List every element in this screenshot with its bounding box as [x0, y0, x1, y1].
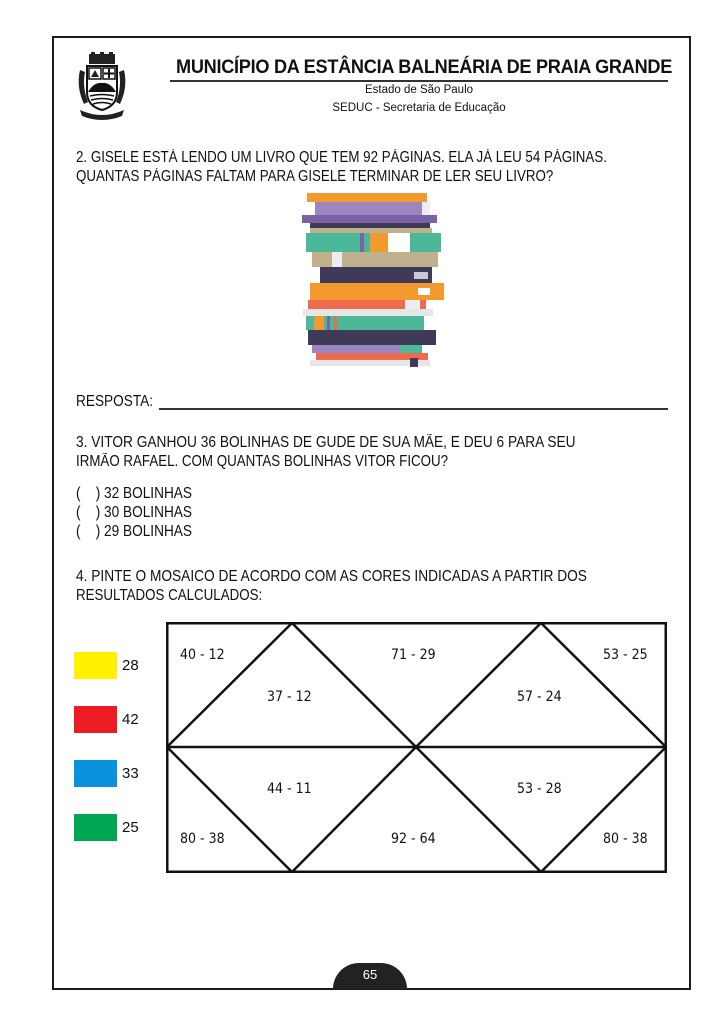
option-label: 32 BOLINHAS	[104, 485, 192, 502]
book-stack-icon	[300, 190, 445, 370]
legend-swatch-red	[74, 706, 117, 733]
option-checkbox[interactable]: ( )	[76, 523, 101, 540]
coat-of-arms-icon	[74, 52, 130, 122]
question-4-text-line-1: 4. PINTE O MOSAICO DE ACORDO COM AS CORES INDICADAS A PARTIR DOS	[76, 568, 587, 585]
option-checkbox[interactable]: ( )	[76, 485, 101, 502]
option-30[interactable]	[76, 503, 192, 522]
answer-line[interactable]	[159, 408, 668, 410]
header-department: SEDUC - Secretaria de Educação	[332, 102, 506, 114]
tile-top-left-corner[interactable]: 40 - 12	[180, 647, 225, 663]
mosaic-grid[interactable]	[166, 622, 667, 873]
legend-swatch-yellow	[74, 652, 117, 679]
tile-bottom-right-corner[interactable]: 80 - 38	[603, 831, 648, 847]
legend-value-red: 42	[122, 711, 139, 728]
option-29[interactable]	[76, 522, 192, 541]
question-3-text-line-2: IRMÃO RAFAEL. COM QUANTAS BOLINHAS VITOR FICOU?	[76, 453, 449, 470]
legend-value-yellow: 28	[122, 657, 139, 674]
header-title: MUNICÍPIO DA ESTÂNCIA BALNEÁRIA DE PRAIA GRANDE	[176, 56, 673, 78]
legend-value-blue: 33	[122, 765, 139, 782]
tile-bottom-left-corner[interactable]: 80 - 38	[180, 831, 225, 847]
option-label: 30 BOLINHAS	[104, 504, 192, 521]
legend-swatch-blue	[74, 760, 117, 787]
option-checkbox[interactable]: ( )	[76, 504, 101, 521]
answer-label: RESPOSTA:	[76, 393, 154, 410]
page-number: 65	[362, 967, 378, 982]
tile-top-left-triangle[interactable]: 37 - 12	[267, 689, 312, 705]
question-2-text-line-1: 2. GISELE ESTÁ LENDO UM LIVRO QUE TEM 92 PÁGINAS. ELA JÁ LEU 54 PÁGINAS.	[76, 149, 607, 166]
question-2-text-line-2: QUANTAS PÁGINAS FALTAM PARA GISELE TERMINAR DE LER SEU LIVRO?	[76, 168, 554, 185]
tile-top-right-corner[interactable]: 53 - 25	[603, 647, 648, 663]
question-4-text-line-2: RESULTADOS CALCULADOS:	[76, 587, 263, 604]
tile-bottom-left-triangle[interactable]: 44 - 11	[267, 781, 312, 797]
tile-top-right-triangle[interactable]: 57 - 24	[517, 689, 562, 705]
legend-swatch-green	[74, 814, 117, 841]
legend-value-green: 25	[122, 819, 139, 836]
tile-bottom-right-triangle[interactable]: 53 - 28	[517, 781, 562, 797]
header-state: Estado de São Paulo	[364, 84, 474, 96]
tile-top-middle[interactable]: 71 - 29	[391, 647, 436, 663]
header-divider	[170, 80, 668, 82]
option-32[interactable]	[76, 484, 192, 503]
tile-bottom-middle[interactable]: 92 - 64	[391, 831, 436, 847]
question-3-text-line-1: 3. VITOR GANHOU 36 BOLINHAS DE GUDE DE SUA MÃE, E DEU 6 PARA SEU	[76, 434, 576, 451]
option-label: 29 BOLINHAS	[104, 523, 192, 540]
